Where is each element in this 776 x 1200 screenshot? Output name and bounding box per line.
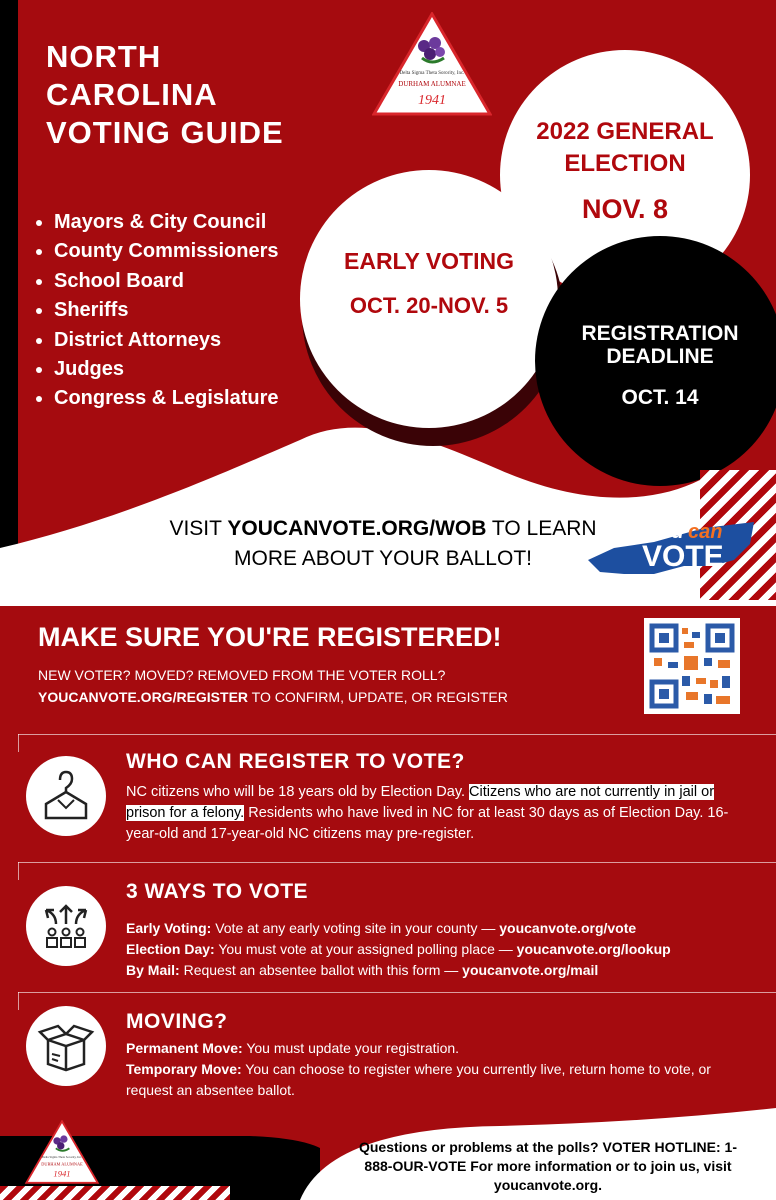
wob-link[interactable]: YOUCANVOTE.ORG/WOB	[227, 517, 487, 540]
who-highlight: Citizens who are not currently in jail or prison for a felony.	[126, 784, 715, 821]
moving-item	[126, 1059, 726, 1101]
register-line2: TO CONFIRM, UPDATE, OR REGISTER	[248, 689, 508, 705]
register-line1: NEW VOTER? MOVED? REMOVED FROM THE VOTER ROLL?	[38, 667, 446, 683]
office-item: • District Attorneys	[54, 326, 279, 355]
way-label: Early Voting:	[126, 920, 212, 936]
registration-line2: DEADLINE	[606, 345, 714, 368]
who-text1: NC citizens who will be 18 years old by Election Day.	[126, 784, 470, 800]
page-title: NORTH CAROLINA VOTING GUIDE	[46, 39, 284, 150]
visit-line2: MORE ABOUT YOUR BALLOT!	[234, 547, 532, 570]
moving-item	[126, 1038, 726, 1059]
general-election-date: NOV. 8	[581, 194, 669, 224]
way-text: Request an absentee ballot with this form —	[179, 962, 463, 978]
way-label: By Mail:	[126, 962, 180, 978]
way-text: Vote at any early voting site in your county —	[211, 920, 500, 936]
way-text: You must vote at your assigned polling place —	[214, 941, 517, 957]
decorative-stripes-bottom	[0, 1186, 230, 1200]
ways-title: 3 WAYS TO VOTE	[126, 880, 309, 903]
directions-icon	[26, 886, 106, 966]
qr-code[interactable]	[644, 618, 740, 714]
divider-stub	[18, 862, 19, 880]
brand-can: can	[688, 521, 723, 543]
nc-map	[584, 514, 762, 584]
svg-text:1941: 1941	[53, 1168, 71, 1179]
early-voting-dates: OCT. 20-NOV. 5	[349, 293, 509, 318]
moving-title: MOVING?	[126, 1010, 228, 1033]
hotline-text: Questions or problems at the polls? VOTER HOTLINE: 1-888-OUR-VOTE For more information or to join us, visit youcanvote.org.	[358, 1139, 738, 1193]
office-item: • Congress & Legislature	[54, 384, 279, 413]
svg-text:DURHAM ALUMNAE: DURHAM ALUMNAE	[41, 1161, 83, 1167]
sorority-logo-small	[24, 1120, 100, 1184]
box-icon	[26, 1006, 106, 1086]
general-election-line2: ELECTION	[564, 150, 686, 177]
office-item: • Mayors & City Council	[54, 208, 279, 237]
brand-you: you	[648, 521, 684, 543]
way-link[interactable]: youcanvote.org/vote	[499, 920, 637, 936]
way-item	[126, 918, 766, 939]
office-item: • Sheriffs	[54, 296, 279, 325]
who-body	[126, 782, 746, 845]
divider-who	[18, 734, 776, 735]
divider-stub	[18, 734, 19, 752]
who-text2: Residents who have lived in NC for at least 30 days as of Election Day. 16-year-old and 17-year-old NC citizens may pre-register.	[126, 805, 729, 842]
office-item: • Judges	[54, 355, 279, 384]
registration-line1: REGISTRATION	[581, 322, 739, 345]
offices-list	[30, 208, 279, 414]
divider-stub	[18, 992, 19, 1010]
moving-label: Temporary Move:	[126, 1061, 242, 1077]
register-title: MAKE SURE YOU'RE REGISTERED!	[38, 622, 502, 652]
registration-deadline-circle	[535, 236, 776, 486]
logo-text-top: Delta Sigma Theta Sorority, Inc.	[399, 71, 465, 76]
moving-label: Permanent Move:	[126, 1040, 243, 1056]
early-voting-circle	[300, 170, 558, 428]
logo-year: 1941	[418, 93, 446, 108]
way-label: Election Day:	[126, 941, 215, 957]
register-link[interactable]: YOUCANVOTE.ORG/REGISTER	[38, 689, 249, 705]
brand-vote: VOTE	[642, 540, 724, 573]
person-icon	[26, 756, 106, 836]
moving-text: You can choose to register where you currently live, return home to vote, or request an absentee ballot.	[126, 1061, 711, 1098]
ways-list	[126, 918, 766, 981]
visit-prefix: VISIT	[169, 517, 228, 540]
way-link[interactable]: youcanvote.org/mail	[462, 962, 599, 978]
office-item: • School Board	[54, 267, 279, 296]
moving-text: You must update your registration.	[242, 1040, 460, 1056]
early-voting-label: EARLY VOTING	[344, 248, 514, 274]
svg-text:Delta Sigma Theta Sorority, In: Delta Sigma Theta Sorority, Inc.	[42, 1155, 82, 1160]
office-item: • County Commissioners	[54, 237, 279, 266]
qr-code-graphic	[644, 618, 740, 714]
way-item	[126, 960, 766, 981]
registration-date: OCT. 14	[621, 386, 699, 409]
visit-text	[168, 514, 598, 574]
moving-list	[126, 1038, 726, 1101]
visit-suffix: TO LEARN	[486, 517, 597, 540]
way-item	[126, 939, 766, 960]
register-subtitle	[38, 664, 508, 708]
general-election-line1: 2022 GENERAL	[536, 118, 714, 145]
who-title: WHO CAN REGISTER TO VOTE?	[126, 750, 465, 773]
sorority-logo	[372, 12, 492, 116]
way-link[interactable]: youcanvote.org/lookup	[516, 941, 671, 957]
divider-moving	[18, 992, 776, 993]
divider-ways	[18, 862, 776, 863]
logo-text-bottom: DURHAM ALUMNAE	[398, 80, 466, 88]
